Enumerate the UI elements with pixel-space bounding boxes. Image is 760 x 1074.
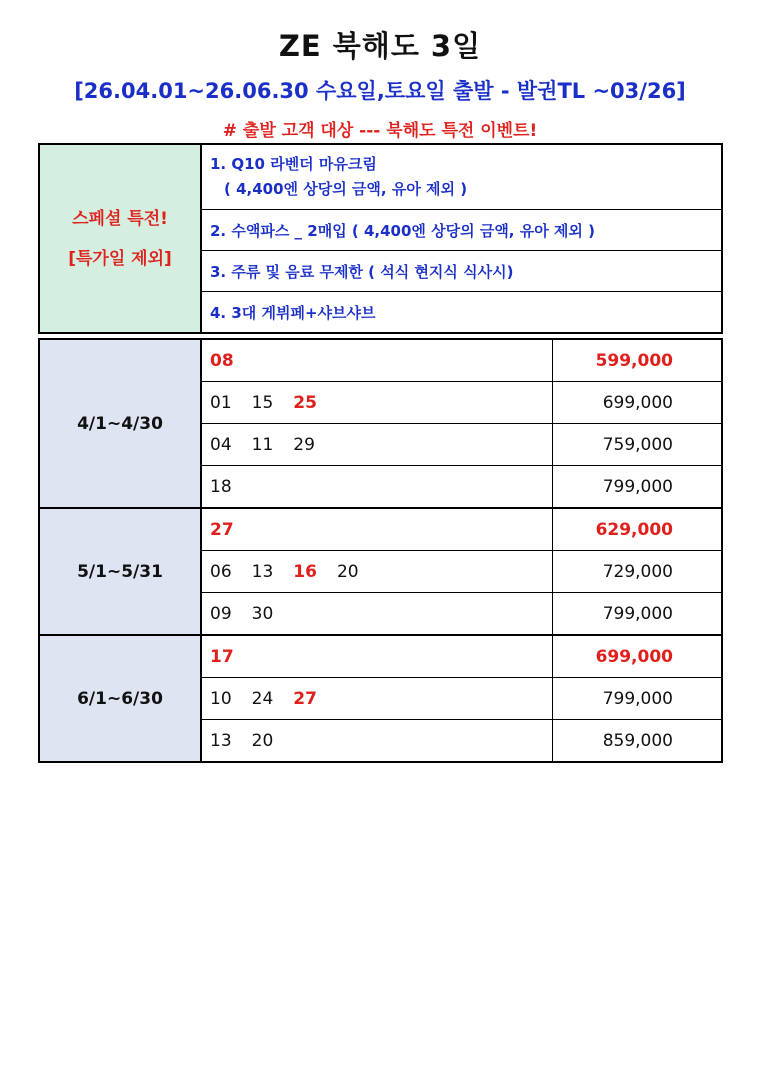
benefit-item: 4. 3대 게뷔페+샤브샤브: [201, 292, 722, 334]
departure-date: 04: [210, 434, 232, 455]
departure-dates: [201, 466, 552, 509]
price-cell: 729,000: [552, 551, 722, 593]
departure-date: 17: [210, 646, 234, 667]
special-label-line2: [특가일 제외]: [68, 248, 172, 269]
departure-date: 16: [293, 561, 317, 582]
special-label-line1: 스페셜 특전!: [72, 208, 168, 229]
departure-date: 29: [293, 434, 315, 455]
price-cell: 629,000: [552, 508, 722, 551]
price-table: [38, 338, 723, 763]
price-cell: 599,000: [552, 339, 722, 382]
price-cell: 859,000: [552, 720, 722, 763]
departure-date: 20: [251, 730, 274, 751]
departure-date: 20: [336, 561, 359, 582]
benefit-item: [201, 144, 722, 210]
departure-date: 27: [293, 688, 317, 709]
period-label: 5/1~5/31: [39, 508, 201, 635]
departure-date: 01: [210, 392, 232, 413]
departure-date: 11: [251, 434, 274, 455]
departure-date: 10: [210, 688, 232, 709]
table-row: [39, 339, 722, 382]
price-cell: 699,000: [552, 382, 722, 424]
price-cell: 799,000: [552, 678, 722, 720]
special-benefits-table: [38, 143, 723, 334]
departure-date: 30: [251, 603, 274, 624]
departure-dates: [201, 678, 552, 720]
departure-dates: [201, 593, 552, 636]
page-title: ZE 북해도 3일: [278, 29, 482, 63]
departure-date: 08: [210, 350, 234, 371]
benefit-item: 2. 수액파스 _ 2매입 ( 4,400엔 상당의 금액, 유아 제외 ): [201, 210, 722, 251]
departure-dates: [201, 424, 552, 466]
period-label: 6/1~6/30: [39, 635, 201, 762]
table-row: [39, 635, 722, 678]
departure-dates: [201, 551, 552, 593]
benefit-item: 3. 주류 및 음료 무제한 ( 석식 현지식 식사시): [201, 251, 722, 292]
price-cell: 699,000: [552, 635, 722, 678]
price-cell: 759,000: [552, 424, 722, 466]
departure-date: 15: [251, 392, 274, 413]
table-row: [39, 508, 722, 551]
departure-date: 06: [210, 561, 232, 582]
departure-date: 13: [210, 730, 232, 751]
departure-dates: [201, 635, 552, 678]
period-label: 4/1~4/30: [39, 339, 201, 508]
departure-dates: [201, 720, 552, 763]
departure-date: 13: [251, 561, 274, 582]
benefit-item-text: 1. Q10 라벤더 마유크림: [210, 155, 377, 173]
departure-dates: [201, 508, 552, 551]
special-benefits-label: [39, 144, 201, 333]
departure-dates: [201, 382, 552, 424]
departure-date: 24: [251, 688, 274, 709]
price-cell: 799,000: [552, 466, 722, 509]
benefit-item-note: ( 4,400엔 상당의 금액, 유아 제외 ): [224, 180, 468, 198]
departure-date: 18: [210, 476, 232, 497]
event-line: # 출발 고객 대상 --- 북해도 특전 이벤트!: [222, 121, 538, 141]
departure-period-subtitle: [26.04.01~26.06.30 수요일,토요일 출발 - 발권TL ~03/26]: [74, 79, 686, 103]
departure-date: 25: [293, 392, 317, 413]
price-cell: 799,000: [552, 593, 722, 636]
departure-dates: [201, 339, 552, 382]
departure-date: 09: [210, 603, 232, 624]
departure-date: 27: [210, 519, 234, 540]
